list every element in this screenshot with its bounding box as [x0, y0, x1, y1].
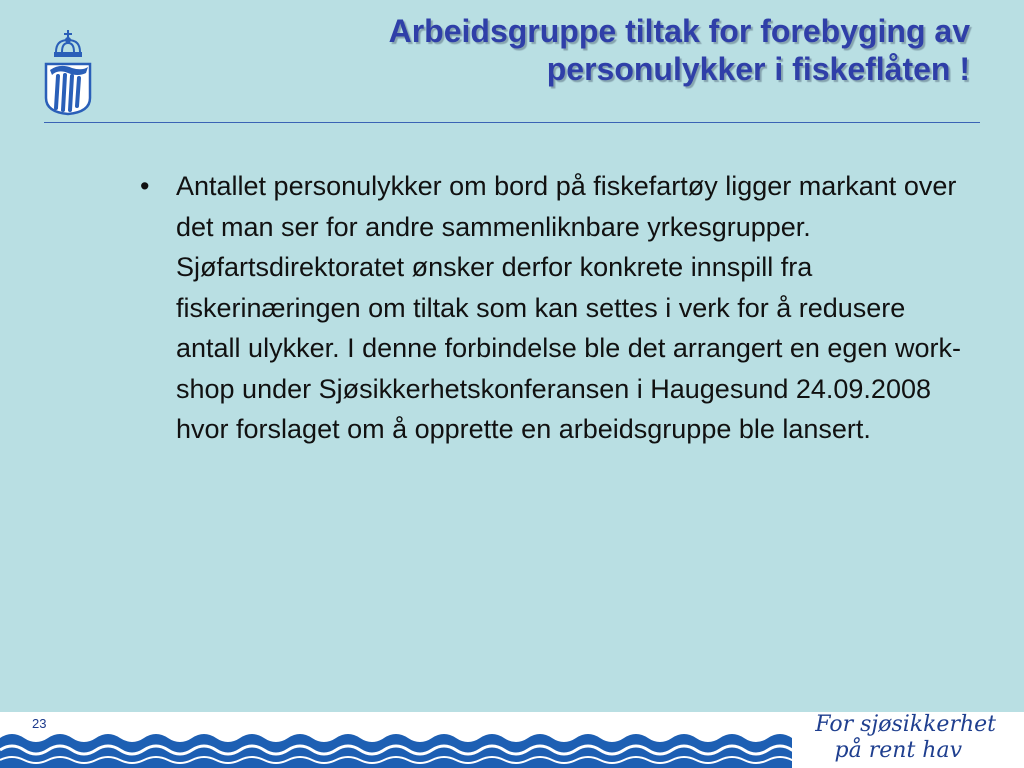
- slide-title-line-1: Arbeidsgruppe tiltak for forebyging av: [388, 13, 970, 49]
- slide-footer: [0, 712, 1024, 768]
- bullet-point: [140, 166, 970, 450]
- sjofartsdirektoratet-logo-icon: [40, 28, 96, 116]
- slide-body: [140, 166, 970, 450]
- slide-title: [150, 12, 970, 88]
- title-divider: [44, 122, 980, 123]
- slogan-line-1: For sjøsikkerhet: [815, 712, 996, 737]
- bullet-text: Antallet personulykker om bord på fiskefartøy ligger markant over det man ser for andre sammenliknbare yrkesgrupper. Sjøfartsdirektoratet ønsker derfor konkrete innspill fra fiskerinæringen om tiltak som kan settes i verk for å redusere antall ulykker. I denne forbindelse ble det arrangert en egen work-shop under Sjøsikkerhetskonferansen i Haugesund 24.09.2008 hvor forslaget om å opprette en arbeidsgruppe ble lansert.: [176, 171, 961, 444]
- page-number: 23: [32, 716, 47, 731]
- footer-slogan: [786, 712, 996, 764]
- slogan-line-2: på rent hav: [834, 738, 962, 763]
- slide-title-line-2: personulykker i fiskeflåten !: [546, 51, 970, 87]
- bullet-symbol: •: [140, 171, 150, 201]
